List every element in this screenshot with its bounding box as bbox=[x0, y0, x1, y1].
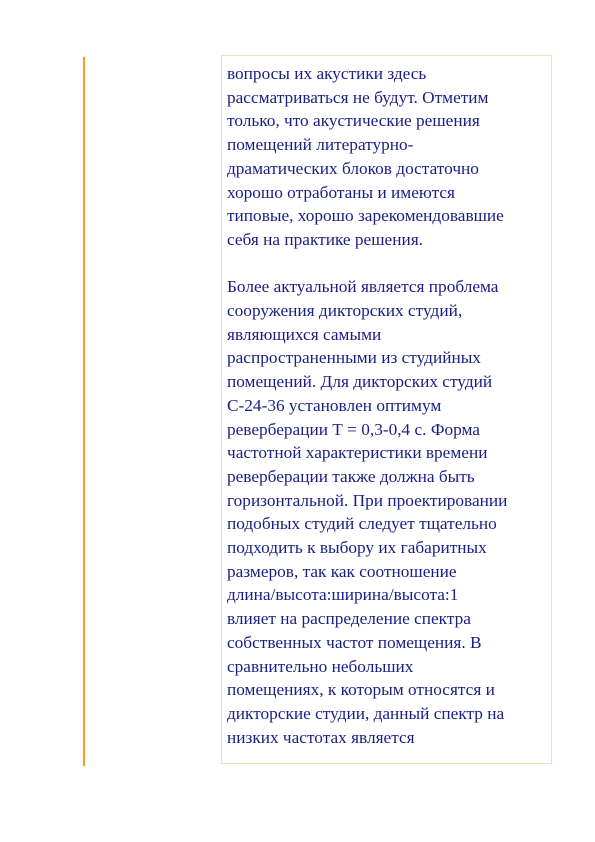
paragraph-2: Более актуальной является проблема сооружения дикторских студий, являющихся самыми распространенными из студийных помещений. Для дикторских студий С-24-36 установлен оптимум реверберации Т = 0,3-0,4 с. Форма частотной характеристики времени реверберации также должна быть горизонтальной. При проектировании подобных студий следует тщательно подходить к выбору их габаритных размеров, так как соотношение длина/высота:ширина/высота:1 влияет на распределение спектра собственных частот помещения. В сравнительно небольших помещениях, к которым относятся и дикторские студии, данный спектр на низких частотах является bbox=[227, 277, 508, 747]
margin-rule bbox=[83, 57, 85, 766]
paragraph-1: вопросы их акустики здесь рассматриваться не будут. Отметим только, что акустические решения помещений литературно- драматических блоков достаточно хорошо отработаны и имеются типовые, хорошо зарекомендовавшие себя на практике решения. bbox=[227, 64, 504, 249]
text-frame bbox=[221, 55, 552, 764]
